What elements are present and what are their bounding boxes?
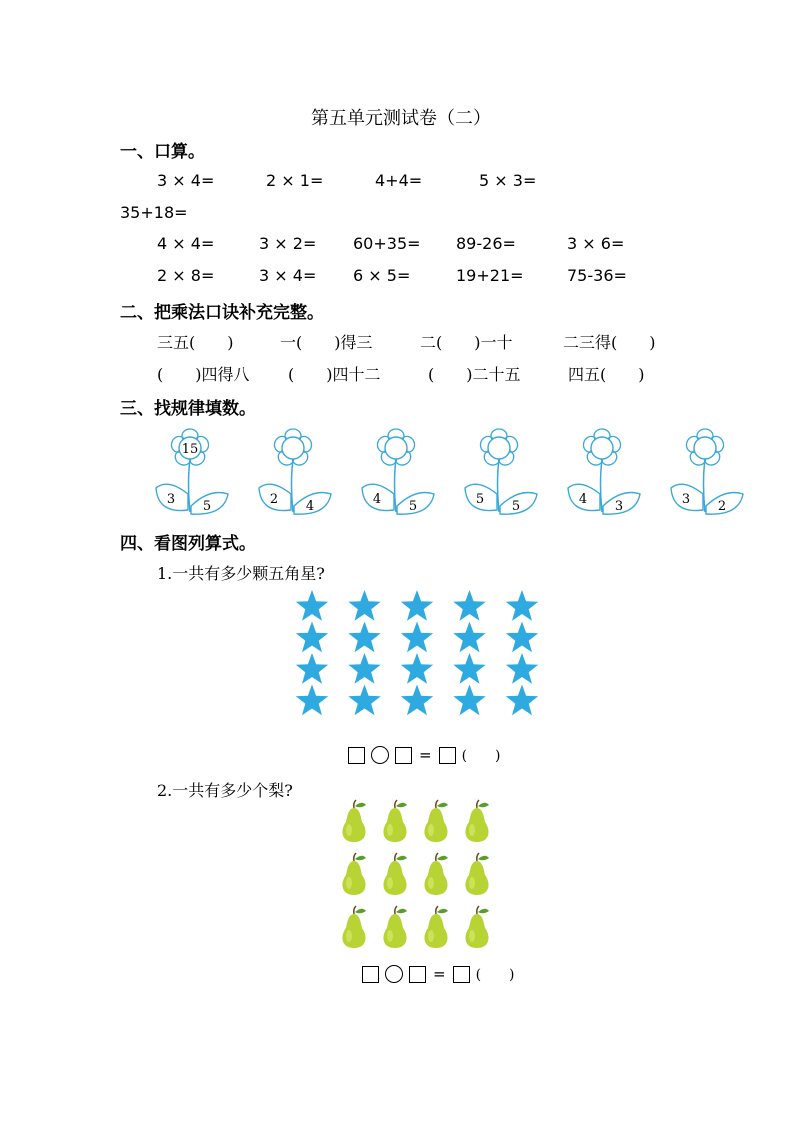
pear — [342, 906, 366, 948]
left-leaf-number: 3 — [681, 492, 691, 507]
question-2-text: 2.一共有多少个梨? — [157, 781, 293, 800]
formula-2 — [362, 964, 515, 984]
flower — [156, 429, 228, 514]
pear — [383, 800, 407, 842]
stem — [292, 459, 294, 512]
expr-4-5: 75-36= — [567, 266, 627, 285]
flower-center — [385, 437, 407, 459]
expr-1-2: 2 × 1= — [266, 171, 324, 190]
stem — [704, 459, 706, 512]
expr-4-3: 6 × 5= — [353, 266, 411, 285]
right-leaf-number: 4 — [305, 499, 315, 514]
flower-center — [282, 437, 304, 459]
pear — [342, 800, 366, 842]
pear — [383, 906, 407, 948]
operator-circle-2[interactable] — [385, 965, 403, 983]
fill-2-4: 四五( ) — [568, 365, 645, 384]
expr-3-1: 4 × 4= — [157, 234, 215, 253]
expr-1-1: 3 × 4= — [157, 171, 215, 190]
expr-3-3: 60+35= — [353, 234, 421, 253]
fill-2-3: ( )二十五 — [428, 365, 521, 384]
star — [348, 590, 380, 621]
flower-center — [488, 437, 510, 459]
stem — [189, 459, 191, 512]
flower-center-number: 15 — [181, 442, 199, 457]
star — [296, 590, 328, 621]
left-leaf-number: 5 — [475, 492, 485, 507]
section-2-heading: 二、把乘法口诀补充完整。 — [120, 303, 324, 323]
expr-1-4: 5 × 3= — [479, 171, 537, 190]
expr-3-4: 89-26= — [456, 234, 516, 253]
star — [348, 685, 380, 716]
flower — [465, 429, 537, 514]
section-4-heading: 四、看图列算式。 — [120, 534, 256, 554]
pear — [424, 906, 448, 948]
star — [453, 685, 485, 716]
star — [348, 653, 380, 684]
stem — [498, 459, 500, 512]
right-leaf-number: 5 — [511, 499, 521, 514]
formula-1 — [348, 745, 501, 765]
star — [506, 685, 538, 716]
unit-paren-2: ( ) — [475, 967, 515, 983]
star — [506, 590, 538, 621]
stem — [601, 459, 603, 512]
answer-box-2[interactable] — [395, 747, 412, 764]
right-leaf-number: 2 — [717, 499, 727, 514]
star-grid — [292, 590, 548, 725]
answer-box-6[interactable] — [453, 966, 470, 983]
pear — [383, 853, 407, 895]
stem — [395, 459, 397, 512]
flower-row — [150, 420, 750, 515]
star — [401, 653, 433, 684]
expr-4-4: 19+21= — [456, 266, 524, 285]
left-leaf-number: 2 — [269, 492, 279, 507]
star — [296, 622, 328, 653]
fill-1-3: 二( )一十 — [420, 333, 513, 352]
left-leaf-number: 4 — [578, 492, 588, 507]
answer-box-4[interactable] — [362, 966, 379, 983]
answer-box-5[interactable] — [409, 966, 426, 983]
section-1-heading: 一、口算。 — [120, 142, 205, 162]
answer-box-1[interactable] — [348, 747, 365, 764]
pear — [342, 853, 366, 895]
fill-2-2: ( )四十二 — [288, 365, 381, 384]
expr-4-1: 2 × 8= — [157, 266, 215, 285]
pear — [424, 853, 448, 895]
section-3-heading: 三、找规律填数。 — [120, 399, 256, 419]
star — [506, 653, 538, 684]
star — [453, 590, 485, 621]
pear — [424, 800, 448, 842]
star — [453, 622, 485, 653]
expr-3-5: 3 × 6= — [567, 234, 625, 253]
star — [401, 590, 433, 621]
unit-paren-1: ( ) — [461, 748, 501, 764]
expr-2-1: 35+18= — [120, 203, 188, 222]
fill-2-1: ( )四得八 — [157, 365, 250, 384]
flower-center — [694, 437, 716, 459]
star — [506, 622, 538, 653]
right-leaf-number: 3 — [614, 499, 624, 514]
fill-1-1: 三五( ) — [157, 333, 234, 352]
star — [348, 622, 380, 653]
pear — [465, 800, 489, 842]
right-leaf-number: 5 — [408, 499, 418, 514]
flower — [362, 429, 434, 514]
page-title: 第五单元测试卷（二） — [311, 108, 491, 129]
expr-1-3: 4+4= — [375, 171, 423, 190]
flower-center — [591, 437, 613, 459]
left-leaf-number: 4 — [372, 492, 382, 507]
flower — [671, 429, 743, 514]
right-leaf-number: 5 — [202, 499, 212, 514]
pear — [465, 906, 489, 948]
pear — [465, 853, 489, 895]
expr-3-2: 3 × 2= — [259, 234, 317, 253]
star — [296, 653, 328, 684]
answer-box-3[interactable] — [439, 747, 456, 764]
left-leaf-number: 3 — [166, 492, 176, 507]
equals-sign-1: = — [419, 746, 432, 764]
star — [453, 653, 485, 684]
flower — [259, 429, 331, 514]
star — [401, 685, 433, 716]
fill-1-4: 二三得( ) — [563, 333, 656, 352]
operator-circle-1[interactable] — [371, 746, 389, 764]
flower — [568, 429, 640, 514]
equals-sign-2: = — [433, 965, 446, 983]
expr-4-2: 3 × 4= — [259, 266, 317, 285]
fill-1-2: 一( )得三 — [280, 333, 373, 352]
star — [296, 685, 328, 716]
star — [401, 622, 433, 653]
question-1-text: 1.一共有多少颗五角星? — [157, 564, 325, 583]
pear-grid — [336, 798, 496, 948]
